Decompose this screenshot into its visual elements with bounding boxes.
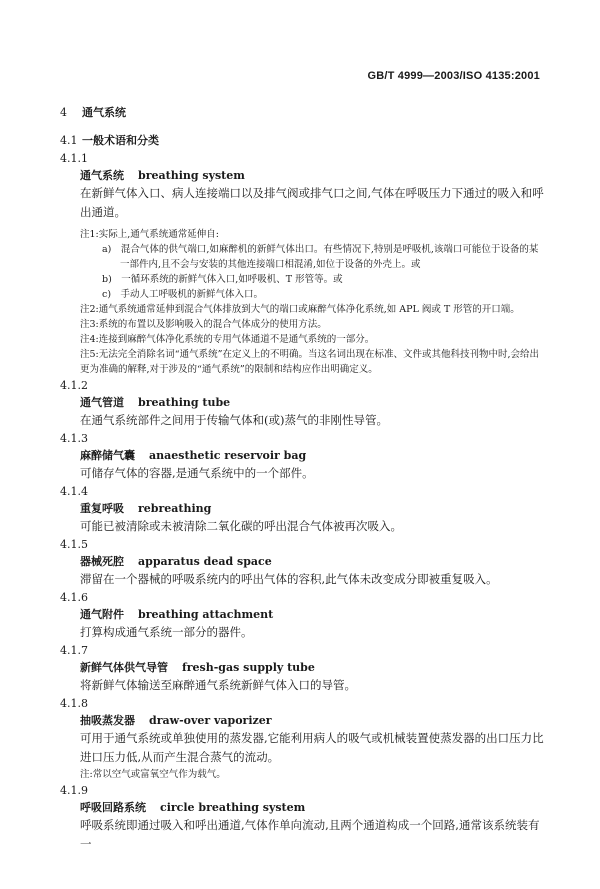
term-heading (60, 606, 545, 623)
term-zh: 通气系统 (80, 169, 124, 182)
term-definition: 可用于通气系统或单独使用的蒸发器,它能利用病人的吸气或机械装置使蒸发器的出口压力比进口压力低,从而产生混合蒸气的流动。 (80, 731, 544, 764)
term-definition: 在通气系统部件之间用于传输气体和(或)蒸气的非刚性导管。 (80, 413, 388, 427)
term-zh: 麻醉储气囊 (80, 449, 135, 462)
term-heading (60, 394, 545, 411)
clause-number: 4.1.6 (60, 591, 88, 604)
document-content (60, 104, 545, 854)
standard-header: GB/T 4999—2003/ISO 4135:2001 (367, 70, 540, 82)
term-en: breathing attachment (138, 608, 274, 621)
term-heading (60, 553, 545, 570)
note-5: 注5:无法完全消除名词“通气系统”在定义上的不明确。当这名词出现在标准、文件或其他科技刊物中时,会给出更为准确的解释,对于涉及的“通气系统”的限制和结构应作出明确定义。 (80, 349, 539, 375)
term-definition: 将新鲜气体输送至麻醉通气系统新鲜气体入口的导管。 (80, 678, 356, 692)
term-en: anaesthetic reservoir bag (149, 449, 307, 462)
term-heading (60, 712, 545, 729)
note-1-item-a: a) 混合气体的供气端口,如麻醉机的新鲜气体出口。有些情况下,特别是呼吸机,该端口可能位于设备的某一部件内,且不会与安装的其他连接端口相混淆,如位于设备的外壳上。或 (102, 244, 539, 270)
term-zh: 器械死腔 (80, 555, 124, 568)
term-zh: 通气附件 (80, 608, 124, 621)
term-definition: 可能已被清除或未被清除二氧化碳的呼出混合气体被再次吸入。 (80, 519, 402, 533)
clause-number: 4.1.3 (60, 432, 88, 445)
term-heading (60, 659, 545, 676)
subsection-title-text: 一般术语和分类 (82, 134, 159, 147)
term-en: circle breathing system (160, 801, 306, 814)
clause-number: 4.1.5 (60, 538, 88, 551)
term-heading (60, 167, 545, 184)
term-zh: 抽吸蒸发器 (80, 714, 135, 727)
note-4: 注4:连接到麻醉气体净化系统的专用气体通道不是通气系统的一部分。 (80, 334, 375, 345)
term-definition: 在新鲜气体入口、病人连接端口以及排气阀或排气口之间,气体在呼吸压力下通过的吸入和呼出通道。 (80, 186, 544, 219)
term-definition: 呼吸系统即通过吸入和呼出通道,气体作单向流动,且两个通道构成一个回路,通常该系统装有一 (80, 818, 540, 851)
subsection-number: 4.1 (60, 134, 78, 147)
clause-number: 4.1.9 (60, 784, 88, 797)
term-definition: 滞留在一个器械的呼吸系统内的呼出气体的容积,此气体未改变成分即被重复吸入。 (80, 572, 498, 586)
clause-number: 4.1.4 (60, 485, 88, 498)
term-en: breathing system (138, 169, 245, 182)
note-1: 注1:实际上,通气系统通常延伸自: (80, 229, 219, 240)
clause-number: 4.1.7 (60, 644, 88, 657)
term-heading (60, 500, 545, 517)
section-title-text: 通气系统 (82, 106, 126, 119)
term-zh: 新鲜气体供气导管 (80, 661, 168, 674)
term-zh: 通气管道 (80, 396, 124, 409)
term-definition: 打算构成通气系统一部分的器件。 (80, 625, 253, 639)
term-heading (60, 447, 545, 464)
term-heading (60, 799, 545, 816)
term-en: fresh-gas supply tube (182, 661, 315, 674)
section-title (60, 104, 545, 122)
term-en: breathing tube (138, 396, 231, 409)
note-1-item-c: c) 手动人工呼吸机的新鲜气体入口。 (102, 289, 264, 300)
term-zh: 呼吸回路系统 (80, 801, 146, 814)
section-number: 4 (60, 106, 67, 119)
term-en: draw-over vaporizer (149, 714, 272, 727)
clause-number: 4.1.8 (60, 697, 88, 710)
subsection-title (60, 132, 545, 150)
note-2: 注2:通气系统通常延伸到混合气体排放到大气的端口或麻醉气体净化系统,如 APL 阀或 T 形管的开口端。 (80, 304, 520, 315)
term-en: rebreathing (138, 502, 212, 515)
clause-number: 4.1.1 (60, 152, 88, 165)
term-zh: 重复呼吸 (80, 502, 124, 515)
term-note: 注:常以空气或富氧空气作为载气。 (80, 769, 226, 780)
clause-number: 4.1.2 (60, 379, 88, 392)
term-definition: 可储存气体的容器,是通气系统中的一个部件。 (80, 466, 314, 480)
note-1-item-b: b) 一循环系统的新鲜气体入口,如呼吸机、T 形管等。或 (102, 274, 343, 285)
term-en: apparatus dead space (138, 555, 272, 568)
note-3: 注3:系统的布置以及影响吸入的混合气体成分的使用方法。 (80, 319, 327, 330)
